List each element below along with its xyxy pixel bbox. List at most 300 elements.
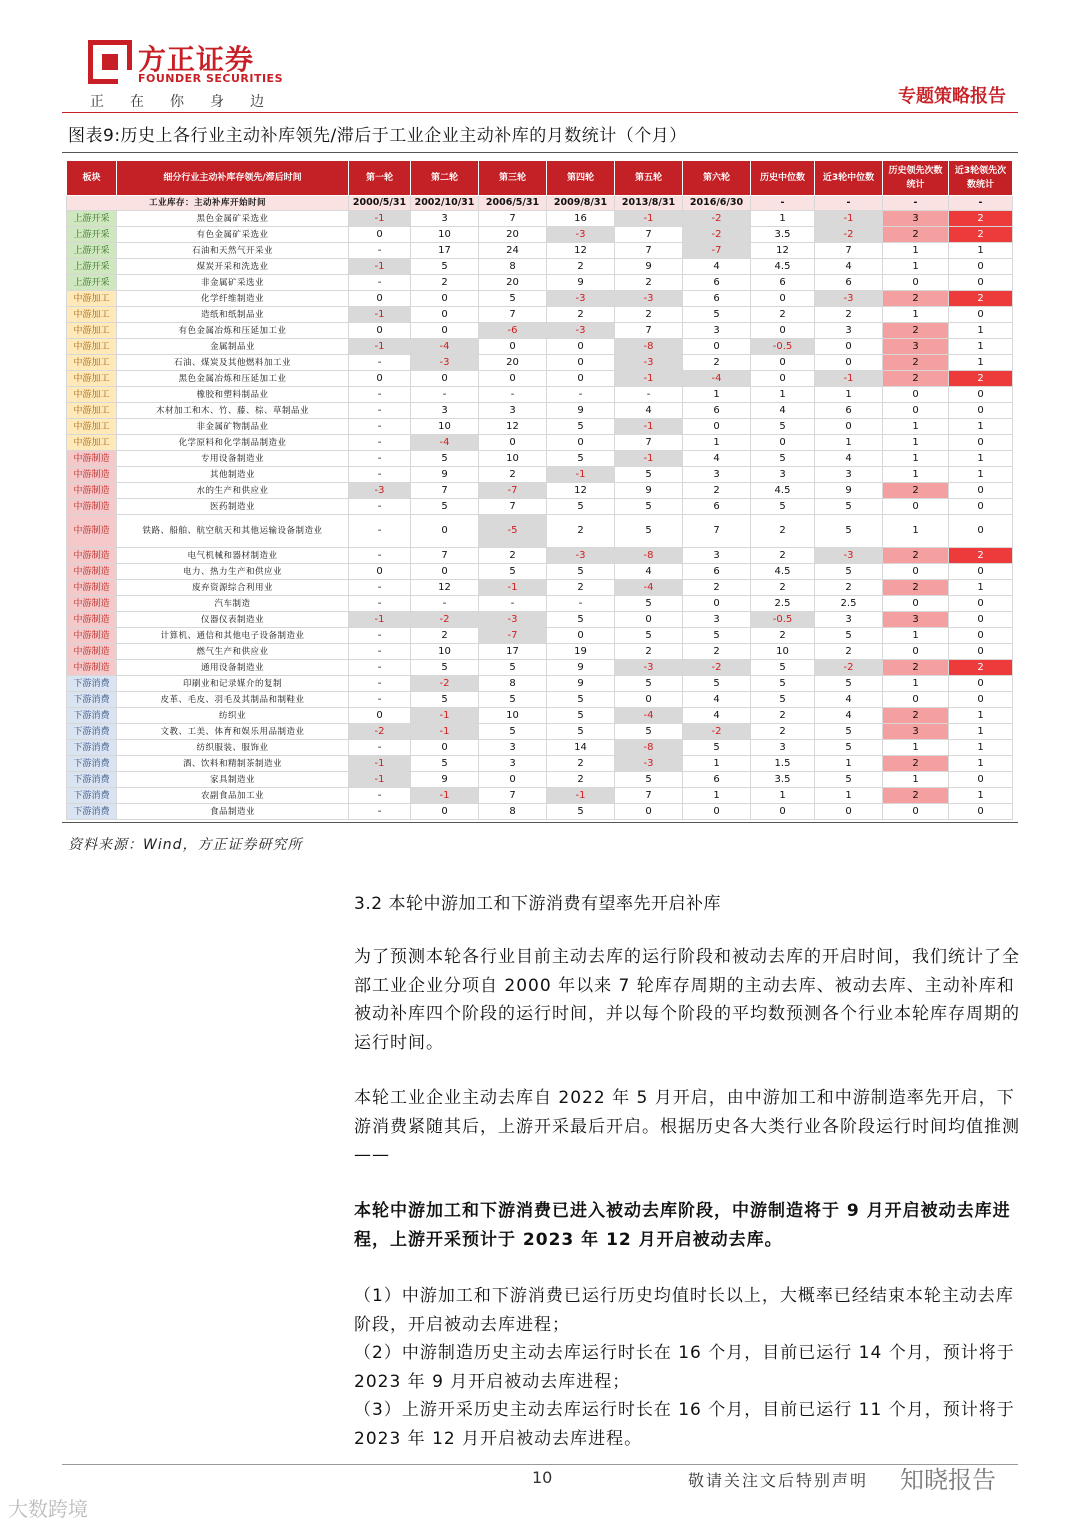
value-cell: 0 [547, 435, 615, 451]
value-cell: - [349, 435, 411, 451]
industry-cell: 非金属矿物制品业 [117, 419, 349, 435]
count-cell: 0 [949, 772, 1013, 788]
value-cell: 3 [815, 323, 883, 339]
count-cell: 1 [949, 243, 1013, 259]
value-cell: - [349, 660, 411, 676]
value-cell: 0 [683, 419, 751, 435]
value-cell: 2 [815, 580, 883, 596]
count-cell: 1 [949, 580, 1013, 596]
value-cell: 2.5 [815, 596, 883, 612]
value-cell: -1 [547, 788, 615, 804]
value-cell: 5 [411, 499, 479, 515]
value-cell: 7 [411, 548, 479, 564]
table-row [67, 724, 1013, 740]
value-cell: -1 [349, 211, 411, 227]
sector-cell: 中游加工 [67, 371, 117, 387]
value-cell: -1 [615, 419, 683, 435]
header-divider [62, 112, 1018, 113]
industry-cell: 电气机械和器材制造业 [117, 548, 349, 564]
column-header: 历史领先次数统计 [883, 161, 949, 196]
count-cell: 2 [949, 660, 1013, 676]
start-date-cell: 2002/10/31 [411, 196, 479, 211]
count-cell: 0 [949, 275, 1013, 291]
value-cell: 10 [411, 419, 479, 435]
sector-cell: 下游消费 [67, 740, 117, 756]
value-cell: 0 [751, 323, 815, 339]
value-cell: 0 [349, 227, 411, 243]
column-header: 第三轮 [479, 161, 547, 196]
value-cell: 7 [479, 307, 547, 323]
value-cell: -2 [411, 676, 479, 692]
table-row [67, 275, 1013, 291]
value-cell: 0 [683, 339, 751, 355]
industry-cell: 酒、饮料和精制茶制造业 [117, 756, 349, 772]
value-cell: 0 [349, 371, 411, 387]
value-cell: 5 [615, 676, 683, 692]
value-cell: 4 [815, 692, 883, 708]
value-cell: 0 [411, 564, 479, 580]
industry-cell: 煤炭开采和洗选业 [117, 259, 349, 275]
value-cell: 6 [683, 564, 751, 580]
section-title: 3.2 本轮中游加工和下游消费有望率先开启补库 [354, 894, 721, 914]
value-cell: 2.5 [751, 596, 815, 612]
value-cell: 6 [751, 275, 815, 291]
value-cell: 6 [815, 275, 883, 291]
value-cell: 0 [349, 323, 411, 339]
value-cell: - [547, 596, 615, 612]
value-cell: 7 [615, 243, 683, 259]
count-cell: 1 [883, 740, 949, 756]
inventory-lead-table [66, 160, 1012, 820]
value-cell: 7 [411, 483, 479, 499]
value-cell: 17 [411, 243, 479, 259]
value-cell: 2 [479, 548, 547, 564]
industry-cell: 农副食品加工业 [117, 788, 349, 804]
table-row [67, 548, 1013, 564]
value-cell: 0 [547, 628, 615, 644]
sector-cell: 上游开采 [67, 211, 117, 227]
sector-cell: 中游加工 [67, 419, 117, 435]
value-cell: - [349, 419, 411, 435]
value-cell: 4 [683, 692, 751, 708]
start-date-row [67, 196, 1013, 211]
value-cell: -1 [349, 307, 411, 323]
count-cell: 0 [949, 483, 1013, 499]
value-cell: 5 [479, 564, 547, 580]
value-cell: -3 [547, 291, 615, 307]
value-cell: 5 [751, 692, 815, 708]
value-cell: 4 [815, 708, 883, 724]
start-date-label: 工业库存：主动补库开始时间 [67, 196, 349, 211]
value-cell: 0 [479, 435, 547, 451]
value-cell: -1 [411, 724, 479, 740]
value-cell: 7 [479, 211, 547, 227]
value-cell: 9 [615, 259, 683, 275]
value-cell: 4 [815, 451, 883, 467]
value-cell: 3.5 [751, 772, 815, 788]
value-cell: 0 [411, 291, 479, 307]
value-cell: 5 [615, 467, 683, 483]
value-cell: 6 [683, 499, 751, 515]
industry-cell: 仪器仪表制造业 [117, 612, 349, 628]
value-cell: -2 [683, 660, 751, 676]
industry-cell: 印刷业和记录媒介的复制 [117, 676, 349, 692]
table-row [67, 515, 1013, 548]
value-cell: 5 [547, 708, 615, 724]
value-cell: - [349, 275, 411, 291]
value-cell: 5 [479, 291, 547, 307]
value-cell: 24 [479, 243, 547, 259]
industry-cell: 有色金属冶炼和压延加工业 [117, 323, 349, 339]
industry-cell: 造纸和纸制品业 [117, 307, 349, 323]
sector-cell: 中游加工 [67, 339, 117, 355]
industry-cell: 石油、煤炭及其他燃料加工业 [117, 355, 349, 371]
value-cell: 20 [479, 275, 547, 291]
industry-cell: 铁路、船舶、航空航天和其他运输设备制造业 [117, 515, 349, 548]
count-cell: 2 [883, 371, 949, 387]
sector-cell: 中游制造 [67, 548, 117, 564]
value-cell: 0 [411, 515, 479, 548]
value-cell: 20 [479, 355, 547, 371]
value-cell: -1 [547, 467, 615, 483]
value-cell: 1 [683, 387, 751, 403]
value-cell: 5 [751, 676, 815, 692]
count-cell: 2 [883, 660, 949, 676]
start-date-cell: - [815, 196, 883, 211]
value-cell: 0 [411, 323, 479, 339]
count-cell: 1 [883, 628, 949, 644]
value-cell: -7 [479, 483, 547, 499]
count-cell: 2 [883, 323, 949, 339]
count-cell: 1 [883, 419, 949, 435]
count-cell: 1 [883, 676, 949, 692]
value-cell: 12 [751, 243, 815, 259]
value-cell: -2 [815, 660, 883, 676]
count-cell: 2 [883, 756, 949, 772]
count-cell: 1 [949, 339, 1013, 355]
sector-cell: 中游制造 [67, 515, 117, 548]
company-motto: 正在你身边 [90, 94, 290, 110]
table-row [67, 451, 1013, 467]
table-row [67, 612, 1013, 628]
value-cell: 0 [411, 740, 479, 756]
figure-bottom-rule [62, 822, 1018, 823]
value-cell: 7 [615, 788, 683, 804]
value-cell: 9 [547, 275, 615, 291]
value-cell: 2 [751, 307, 815, 323]
value-cell: 6 [815, 403, 883, 419]
count-cell: 0 [949, 515, 1013, 548]
start-date-cell: 2006/5/31 [479, 196, 547, 211]
table-row [67, 772, 1013, 788]
value-cell: -3 [815, 548, 883, 564]
count-cell: 1 [883, 515, 949, 548]
value-cell: -0.5 [751, 612, 815, 628]
count-cell: 0 [883, 387, 949, 403]
sector-cell: 中游制造 [67, 644, 117, 660]
table-row [67, 660, 1013, 676]
count-cell: 2 [883, 788, 949, 804]
count-cell: 1 [949, 756, 1013, 772]
value-cell: 5 [615, 499, 683, 515]
value-cell: 1 [683, 788, 751, 804]
value-cell: - [349, 644, 411, 660]
value-cell: 1 [683, 756, 751, 772]
start-date-cell: - [751, 196, 815, 211]
value-cell: -3 [815, 291, 883, 307]
industry-cell: 皮革、毛皮、羽毛及其制品和制鞋业 [117, 692, 349, 708]
table-row [67, 804, 1013, 820]
value-cell: - [349, 387, 411, 403]
value-cell: 10 [479, 708, 547, 724]
value-cell: 0 [411, 371, 479, 387]
value-cell: 4 [751, 403, 815, 419]
value-cell: -1 [411, 708, 479, 724]
value-cell: 12 [411, 580, 479, 596]
table-row [67, 644, 1013, 660]
value-cell: -7 [479, 628, 547, 644]
table-row [67, 211, 1013, 227]
industry-cell: 其他制造业 [117, 467, 349, 483]
table-row [67, 628, 1013, 644]
sector-cell: 中游加工 [67, 323, 117, 339]
sector-cell: 下游消费 [67, 724, 117, 740]
value-cell: 0 [411, 804, 479, 820]
value-cell: 0 [349, 291, 411, 307]
footer-divider [62, 1464, 1018, 1465]
watermark-right: 知晓报告 [900, 1466, 996, 1494]
value-cell: 16 [547, 211, 615, 227]
industry-cell: 燃气生产和供应业 [117, 644, 349, 660]
value-cell: 0 [751, 371, 815, 387]
value-cell: 2 [751, 548, 815, 564]
value-cell: -3 [615, 660, 683, 676]
paragraph-method: 为了预测本轮各行业目前主动去库的运行阶段和被动去库的开启时间，我们统计了全部工业企业分项自 2000 年以来 7 轮库存周期的主动去库、被动去库、主动补库和被动补库四个阶段的运行时间，并以每个阶段的平均数预测各个行业本轮库存周期的运行时间。 [354, 947, 1020, 1053]
value-cell: 5 [547, 692, 615, 708]
count-cell: 2 [883, 227, 949, 243]
value-cell: 0 [411, 307, 479, 323]
value-cell: 5 [479, 692, 547, 708]
value-cell: 2 [547, 515, 615, 548]
column-header: 第四轮 [547, 161, 615, 196]
value-cell: 5 [615, 628, 683, 644]
table-row [67, 740, 1013, 756]
value-cell: 2 [547, 307, 615, 323]
value-cell: -1 [815, 371, 883, 387]
value-cell: - [349, 499, 411, 515]
value-cell: - [349, 628, 411, 644]
value-cell: 6 [683, 772, 751, 788]
sector-cell: 下游消费 [67, 676, 117, 692]
value-cell: - [349, 676, 411, 692]
count-cell: 0 [949, 676, 1013, 692]
count-cell: 1 [883, 307, 949, 323]
value-cell: 0 [683, 804, 751, 820]
count-cell: 1 [949, 355, 1013, 371]
value-cell: 2 [411, 628, 479, 644]
count-cell: 0 [949, 387, 1013, 403]
value-cell: 5 [479, 724, 547, 740]
value-cell: 5 [411, 692, 479, 708]
value-cell: 5 [815, 724, 883, 740]
table-row [67, 580, 1013, 596]
paragraph-conclusion: 本轮中游加工和下游消费已进入被动去库阶段，中游制造将于 9 月开启被动去库进程，上游开采预计于 2023 年 12 月开启被动去库。 [354, 1201, 1011, 1250]
value-cell: - [349, 467, 411, 483]
value-cell: 0 [349, 564, 411, 580]
value-cell: 0 [683, 596, 751, 612]
value-cell: 2 [683, 644, 751, 660]
count-cell: 1 [949, 788, 1013, 804]
count-cell: 0 [949, 307, 1013, 323]
value-cell: 5 [815, 772, 883, 788]
count-cell: 0 [883, 804, 949, 820]
table-row [67, 483, 1013, 499]
value-cell: -2 [815, 227, 883, 243]
sector-cell: 中游制造 [67, 612, 117, 628]
value-cell: 5 [683, 628, 751, 644]
value-cell: 19 [547, 644, 615, 660]
value-cell: 14 [547, 740, 615, 756]
value-cell: 4.5 [751, 564, 815, 580]
value-cell: -1 [411, 788, 479, 804]
table-row [67, 676, 1013, 692]
count-cell: 0 [949, 435, 1013, 451]
industry-cell: 金属制品业 [117, 339, 349, 355]
value-cell: -1 [349, 259, 411, 275]
value-cell: 3 [683, 612, 751, 628]
start-date-cell: 2013/8/31 [615, 196, 683, 211]
industry-cell: 汽车制造 [117, 596, 349, 612]
table-row [67, 291, 1013, 307]
count-cell: 2 [883, 291, 949, 307]
value-cell: -4 [615, 708, 683, 724]
count-cell: 2 [883, 355, 949, 371]
count-cell: 0 [883, 275, 949, 291]
count-cell: 3 [883, 612, 949, 628]
watermark-left: 大数跨境 [8, 1497, 88, 1521]
value-cell: 3 [479, 403, 547, 419]
count-cell: 0 [883, 644, 949, 660]
value-cell: -3 [411, 355, 479, 371]
value-cell: 5 [815, 628, 883, 644]
value-cell: 4 [683, 451, 751, 467]
count-cell: 0 [949, 692, 1013, 708]
count-cell: 0 [883, 403, 949, 419]
count-cell: 0 [883, 499, 949, 515]
sector-cell: 中游制造 [67, 564, 117, 580]
value-cell: -6 [479, 323, 547, 339]
value-cell: -1 [615, 451, 683, 467]
value-cell: 5 [751, 499, 815, 515]
value-cell: 5 [815, 564, 883, 580]
value-cell: 2 [615, 307, 683, 323]
disclaimer-link[interactable]: 敬请关注文后特别声明 [688, 1471, 869, 1490]
count-cell: 0 [883, 596, 949, 612]
value-cell: 3.5 [751, 227, 815, 243]
value-cell: 1 [815, 435, 883, 451]
value-cell: - [349, 403, 411, 419]
count-cell: 1 [949, 708, 1013, 724]
value-cell: 2 [751, 708, 815, 724]
sector-cell: 上游开采 [67, 227, 117, 243]
value-cell: - [349, 804, 411, 820]
value-cell: 5 [615, 596, 683, 612]
point-2: （2）中游制造历史主动去库运行时长在 16 个月，目前已运行 14 个月，预计将于 2023 年 9 月开启被动去库进程； [354, 1343, 1015, 1392]
value-cell: 0 [815, 339, 883, 355]
column-header: 第二轮 [411, 161, 479, 196]
value-cell: 9 [815, 483, 883, 499]
value-cell: 2 [751, 580, 815, 596]
start-date-cell: 2009/8/31 [547, 196, 615, 211]
value-cell: 4 [683, 708, 751, 724]
value-cell: 0 [751, 291, 815, 307]
value-cell: -1 [815, 211, 883, 227]
sector-cell: 中游制造 [67, 580, 117, 596]
sector-cell: 下游消费 [67, 772, 117, 788]
column-header: 第五轮 [615, 161, 683, 196]
value-cell: -8 [615, 740, 683, 756]
paragraph-timeline: 本轮工业企业主动去库自 2022 年 5 月开启，由中游加工和中游制造率先开启，下游消费紧随其后，上游开采最后开启。根据历史各大类行业各阶段运行时间均值推测—— [354, 1088, 1020, 1165]
value-cell: -4 [411, 339, 479, 355]
value-cell: 3 [683, 548, 751, 564]
sector-cell: 上游开采 [67, 243, 117, 259]
count-cell: 1 [949, 419, 1013, 435]
value-cell: 0 [547, 339, 615, 355]
industry-cell: 家具制造业 [117, 772, 349, 788]
value-cell: -8 [615, 548, 683, 564]
value-cell: 0 [547, 355, 615, 371]
value-cell: - [349, 788, 411, 804]
industry-cell: 有色金属矿采选业 [117, 227, 349, 243]
count-cell: 3 [883, 211, 949, 227]
value-cell: 9 [615, 483, 683, 499]
table-row [67, 419, 1013, 435]
value-cell: 5 [683, 740, 751, 756]
count-cell: 2 [949, 227, 1013, 243]
value-cell: 5 [615, 772, 683, 788]
value-cell: 0 [615, 804, 683, 820]
value-cell: 5 [547, 419, 615, 435]
value-cell: 20 [479, 227, 547, 243]
count-cell: 1 [883, 772, 949, 788]
industry-cell: 医药制造业 [117, 499, 349, 515]
sector-cell: 中游制造 [67, 628, 117, 644]
count-cell: 2 [949, 371, 1013, 387]
value-cell: 10 [411, 644, 479, 660]
value-cell: 2 [615, 275, 683, 291]
value-cell: - [349, 243, 411, 259]
value-cell: 12 [479, 419, 547, 435]
value-cell: 5 [683, 676, 751, 692]
value-cell: 9 [411, 467, 479, 483]
sector-cell: 下游消费 [67, 804, 117, 820]
count-cell: 0 [949, 564, 1013, 580]
column-header: 板块 [67, 161, 117, 196]
value-cell: -2 [683, 724, 751, 740]
count-cell: 0 [949, 403, 1013, 419]
value-cell: -1 [479, 580, 547, 596]
value-cell: 1 [815, 788, 883, 804]
table-row [67, 259, 1013, 275]
value-cell: -2 [683, 211, 751, 227]
table-row [67, 339, 1013, 355]
value-cell: 3 [683, 467, 751, 483]
value-cell: - [479, 596, 547, 612]
value-cell: 0 [349, 708, 411, 724]
value-cell: 2 [815, 644, 883, 660]
value-cell: 7 [615, 323, 683, 339]
value-cell: 0 [751, 355, 815, 371]
